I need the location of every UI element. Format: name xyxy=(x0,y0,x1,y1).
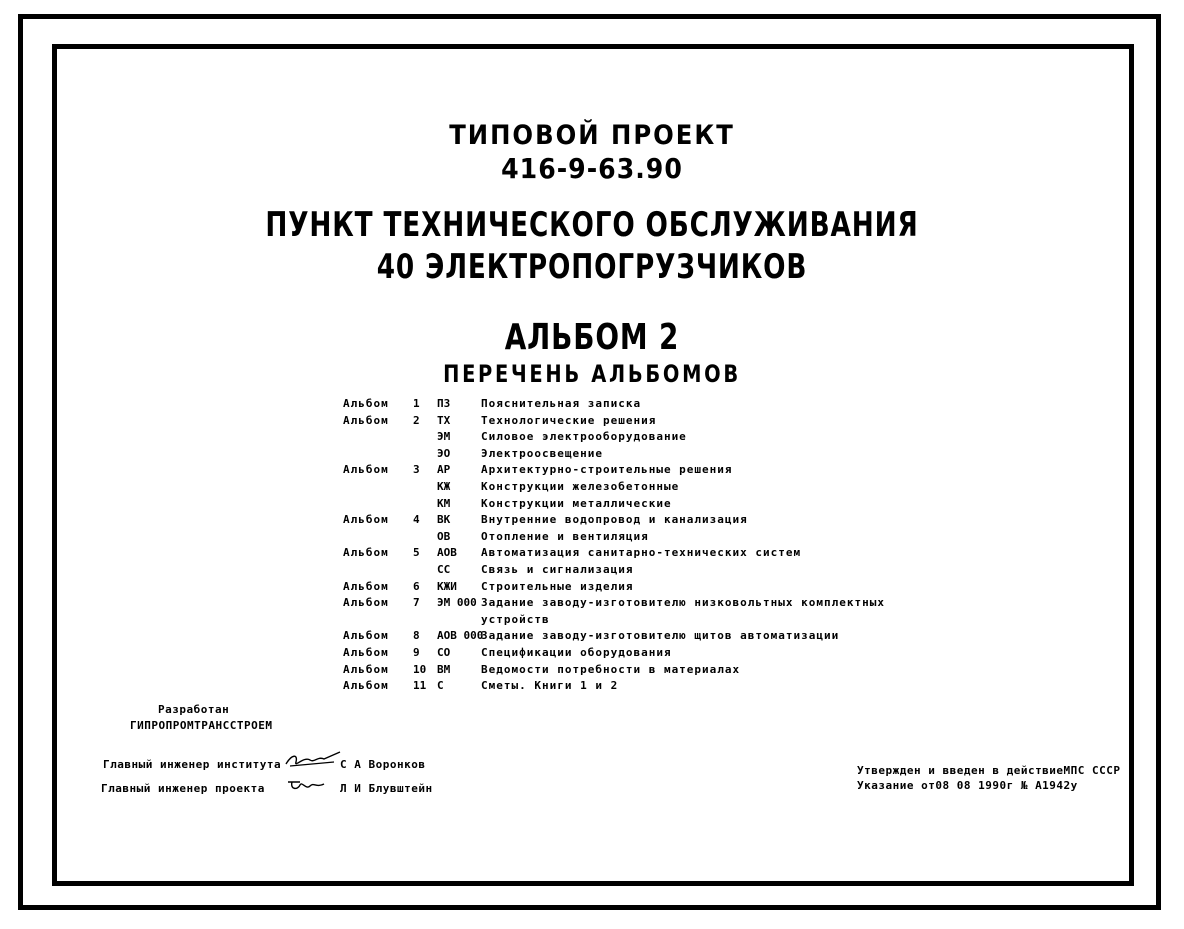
list-item xyxy=(343,596,903,613)
album-desc: Сметы. Книги 1 и 2 xyxy=(481,679,619,693)
album-desc: Архитектурно-строительные решения xyxy=(481,463,733,477)
album-num: 9 xyxy=(413,645,420,659)
album-desc: Спецификации оборудования xyxy=(481,645,672,659)
album-code: КМ xyxy=(437,496,451,510)
list-item xyxy=(343,447,903,464)
album-desc: Электроосвещение xyxy=(481,446,603,460)
list-item xyxy=(343,580,903,597)
list-item xyxy=(343,430,903,447)
list-item xyxy=(343,463,903,480)
album-code: АОВ 000 xyxy=(437,629,484,643)
approval-line-1: Утвержден и введен в действиеМПС СССР xyxy=(857,764,1121,777)
chief-institute-label: Главный инженер института xyxy=(103,758,282,771)
album-code: ОВ xyxy=(437,529,451,543)
album-code: ВМ xyxy=(437,662,451,676)
album-num: 7 xyxy=(413,596,420,610)
list-item xyxy=(343,480,903,497)
chief-project-name: Л И Блувштейн xyxy=(340,782,433,795)
album-code: КЖ xyxy=(437,479,451,493)
list-item xyxy=(343,414,903,431)
album-num: 3 xyxy=(413,463,420,477)
list-item xyxy=(343,497,903,514)
approval-line-2: Указание от08 08 1990г № А1942у xyxy=(857,779,1078,792)
album-code: ПЗ xyxy=(437,397,451,410)
list-item xyxy=(343,613,903,630)
album-code: ЭМ xyxy=(437,430,451,444)
album-label: Альбом xyxy=(343,679,389,693)
album-code: АОВ xyxy=(437,546,457,560)
album-code: СО xyxy=(437,645,451,659)
album-code: ЭМ 000 xyxy=(437,596,477,610)
album-label: Альбом xyxy=(343,596,389,610)
list-item xyxy=(343,530,903,547)
album-label: Альбом xyxy=(343,513,389,527)
list-item xyxy=(343,513,903,530)
album-num: 4 xyxy=(413,513,420,527)
album-desc: Конструкции железобетонные xyxy=(481,479,680,493)
album-num: 10 xyxy=(413,662,427,676)
album-desc: Задание заводу-изготовителю низковольтных комплектных xyxy=(481,596,885,610)
album-desc: Пояснительная записка xyxy=(481,397,642,410)
album-desc: устройств xyxy=(481,612,550,626)
list-item xyxy=(343,679,903,696)
album-desc: Строительные изделия xyxy=(481,579,634,593)
album-desc: Технологические решения xyxy=(481,413,657,427)
album-code: С xyxy=(437,679,444,693)
album-num: 5 xyxy=(413,546,420,560)
album-desc: Силовое электрооборудование xyxy=(481,430,687,444)
album-code: ТХ xyxy=(437,413,451,427)
list-item xyxy=(343,646,903,663)
signature-icon xyxy=(284,750,342,772)
title-line-2: 40 ЭЛЕКТРОПОГРУЗЧИКОВ xyxy=(376,247,808,287)
album-desc: Конструкции металлические xyxy=(481,496,672,510)
album-desc: Автоматизация санитарно-технических систем xyxy=(481,546,802,560)
doc-type: ТИПОВОЙ ПРОЕКТ xyxy=(449,120,735,151)
album-desc: Задание заводу-изготовителю щитов автоматизации xyxy=(481,629,840,643)
album-label: Альбом xyxy=(343,397,389,410)
album-label: Альбом xyxy=(343,463,389,477)
album-number: АЛЬБОМ 2 xyxy=(504,317,680,358)
list-item xyxy=(343,663,903,680)
list-item xyxy=(343,629,903,646)
album-num: 8 xyxy=(413,629,420,643)
album-num: 6 xyxy=(413,579,420,593)
album-label: Альбом xyxy=(343,629,389,643)
title-line-1: ПУНКТ ТЕХНИЧЕСКОГО ОБСЛУЖИВАНИЯ xyxy=(265,205,919,245)
developer-label: Разработан xyxy=(158,703,230,716)
album-code: СС xyxy=(437,562,451,576)
developer-org: ГИПРОПРОМТРАНССТРОЕМ xyxy=(130,719,273,732)
album-label: Альбом xyxy=(343,579,389,593)
signature-icon xyxy=(286,776,326,796)
album-num: 11 xyxy=(413,679,427,693)
album-label: Альбом xyxy=(343,645,389,659)
album-code: ЭО xyxy=(437,446,451,460)
chief-institute-name: С А Воронков xyxy=(340,758,426,771)
album-desc: Отопление и вентиляция xyxy=(481,529,649,543)
album-desc: Ведомости потребности в материалах xyxy=(481,662,741,676)
album-code: КЖИ xyxy=(437,579,457,593)
album-code: ВК xyxy=(437,513,451,527)
album-label: Альбом xyxy=(343,413,389,427)
album-num: 1 xyxy=(413,397,420,410)
list-item xyxy=(343,563,903,580)
list-title: ПЕРЕЧЕНЬ АЛЬБОМОВ xyxy=(443,360,741,388)
album-label: Альбом xyxy=(343,546,389,560)
album-list xyxy=(343,397,903,696)
album-code: АР xyxy=(437,463,451,477)
chief-project-label: Главный инженер проекта xyxy=(101,782,265,795)
album-num: 2 xyxy=(413,413,420,427)
album-label: Альбом xyxy=(343,662,389,676)
album-desc: Связь и сигнализация xyxy=(481,562,634,576)
list-item xyxy=(343,397,903,414)
project-number: 416-9-63.90 xyxy=(501,152,683,185)
list-item xyxy=(343,546,903,563)
album-desc: Внутренние водопровод и канализация xyxy=(481,513,748,527)
